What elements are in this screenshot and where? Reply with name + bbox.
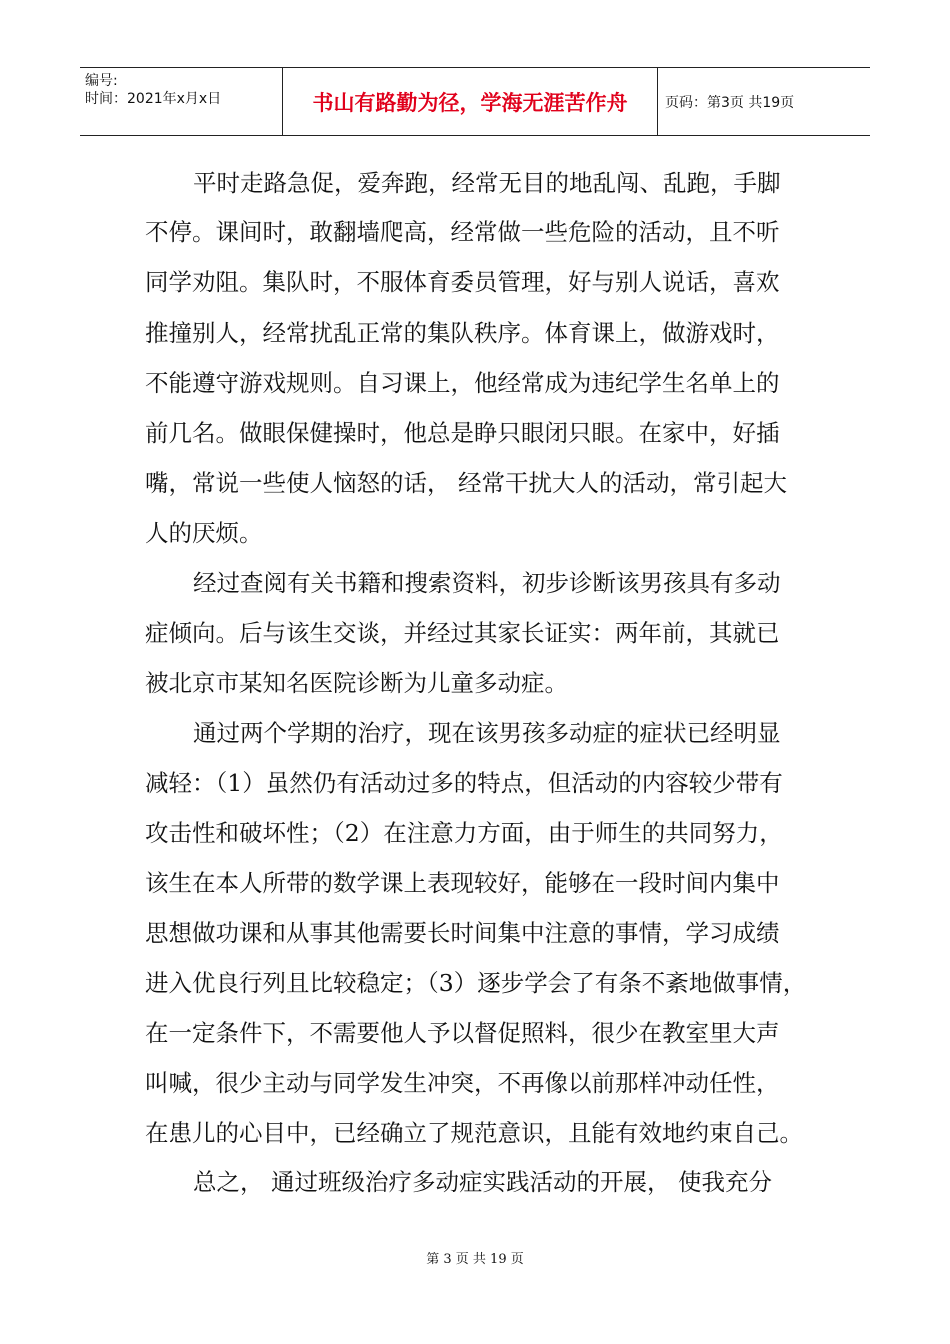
- text-line: 叫喊，很少主动与同学发生冲突，不再像以前那样冲动任性，: [145, 1069, 780, 1097]
- text-line: 攻击性和破坏性；（2）在注意力方面，由于师生的共同努力，: [145, 819, 783, 847]
- text-line: 思想做功课和从事其他需要长时间集中注意的事情，学习成绩: [145, 919, 780, 947]
- text-line: 被北京市某知名医院诊断为儿童多动症。: [145, 669, 568, 697]
- text-line: 总之， 通过班级治疗多动症实践活动的开展， 使我充分: [193, 1168, 772, 1196]
- motto-text: 书山有路勤为径，学海无涯苦作舟: [312, 90, 628, 115]
- text-line: 该生在本人所带的数学课上表现较好，能够在一段时间内集中: [145, 869, 780, 897]
- text-line: 通过两个学期的治疗，现在该男孩多动症的症状已经明显: [193, 719, 781, 747]
- text-line: 前几名。做眼保健操时，他总是睁只眼闭只眼。在家中，好插: [145, 419, 780, 447]
- doc-number-label: 编号:: [85, 73, 118, 89]
- text-line: 在患儿的心目中，已经确立了规范意识，且能有效地约束自己。: [145, 1119, 803, 1147]
- text-line: 经过查阅有关书籍和搜索资料，初步诊断该男孩具有多动: [193, 569, 781, 597]
- page-footer: 第 3 页 共 19 页: [426, 1252, 524, 1267]
- text-line: 进入优良行列且比较稳定；（3）逐步学会了有条不紊地做事情，: [145, 969, 807, 997]
- page-indicator: 页码：第3页 共19页: [665, 94, 795, 111]
- date-label: 时间：2021年x月x日: [85, 91, 222, 107]
- text-line: 嘴，常说一些使人恼怒的话， 经常干扰大人的活动，常引起大: [145, 469, 787, 497]
- text-line: 症倾向。后与该生交谈，并经过其家长证实：两年前，其就已: [145, 619, 780, 647]
- text-line: 不能遵守游戏规则。自习课上，他经常成为违纪学生名单上的: [145, 369, 780, 397]
- text-line: 不停。课间时，敢翻墙爬高，经常做一些危险的活动，且不听: [145, 218, 780, 246]
- text-line: 推撞别人，经常扰乱正常的集队秩序。体育课上，做游戏时，: [145, 319, 780, 347]
- text-line: 人的厌烦。: [145, 519, 263, 547]
- text-line: 同学劝阻。集队时，不服体育委员管理，好与别人说话，喜欢: [145, 268, 780, 296]
- text-line: 平时走路急促，爱奔跑，经常无目的地乱闯、乱跑，手脚: [193, 169, 781, 197]
- text-line: 在一定条件下，不需要他人予以督促照料，很少在教室里大声: [145, 1019, 780, 1047]
- text-line: 减轻：（1）虽然仍有活动过多的特点，但活动的内容较少带有: [145, 769, 783, 797]
